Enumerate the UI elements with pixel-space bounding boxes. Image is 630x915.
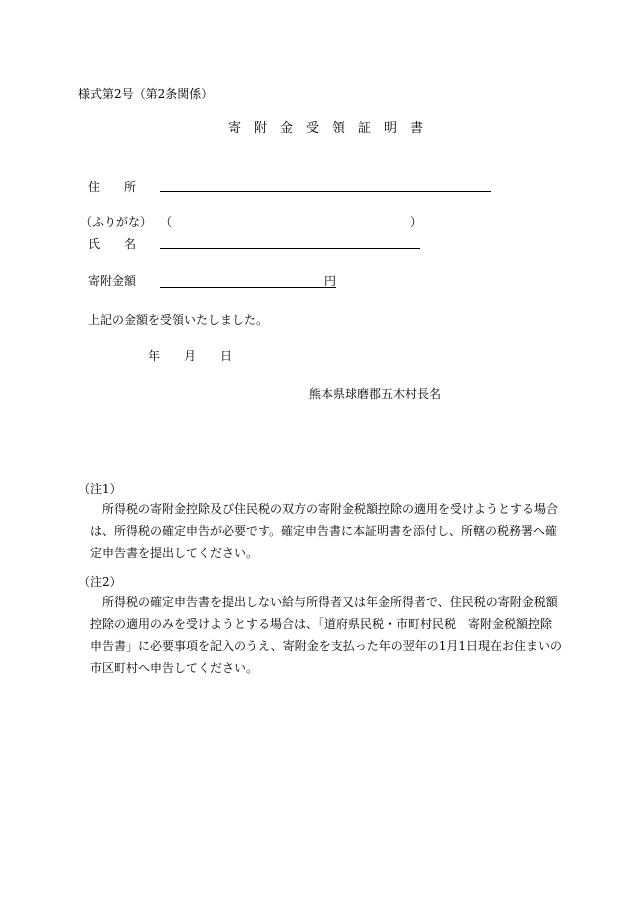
note-1-line: 定申告書を提出してください。	[90, 546, 259, 560]
note-2-line: 市区町村へ申告してください。	[90, 661, 259, 675]
note-2-line: 控除の適用のみを受けようとする場合は、「道府県民税・市町村民税 寄附金税額控除	[90, 617, 553, 631]
note-2-label: （注2）	[78, 575, 122, 589]
furigana-open-paren: （	[160, 215, 173, 229]
note-1-line: は、所得税の確定申告が必要です。確定申告書に本証明書を添付し、所轄の税務署へ確	[90, 524, 558, 538]
note-1-label: （注1）	[78, 482, 122, 496]
furigana-close-paren: ）	[410, 215, 423, 229]
amount-field-line	[160, 287, 336, 288]
amount-unit: 円	[324, 274, 337, 288]
note-2-body	[78, 591, 562, 679]
address-field-line	[160, 191, 491, 192]
note-1-body	[78, 498, 558, 564]
note-2-line: 申告書」に必要事項を記入のうえ、寄附金を支払った年の翌年の1月1日現在お住まいの	[90, 639, 562, 653]
date-year: 年	[148, 349, 161, 363]
date-month: 月	[184, 349, 197, 363]
amount-label: 寄附金額	[88, 274, 137, 288]
name-label: 氏 名	[88, 237, 137, 251]
note-2-line: 所得税の確定申告書を提出しない給与所得者又は年金所得者で、住民税の寄附金税額	[102, 595, 558, 609]
document-title: 寄 附 金 受 領 証 明 書	[228, 121, 424, 136]
address-label: 住 所	[88, 180, 137, 194]
receipt-statement: 上記の金額を受領いたしました。	[88, 313, 269, 327]
form-number: 様式第2号（第2条関係）	[78, 87, 214, 101]
note-1-line: 所得税の寄附金控除及び住民税の双方の寄附金税額控除の適用を受けようとする場合	[102, 502, 559, 516]
date-day: 日	[220, 349, 233, 363]
issuer-name: 熊本県球磨郡五木村長名	[309, 387, 442, 401]
furigana-label: （ふりがな）	[80, 215, 153, 229]
name-field-line	[160, 248, 420, 249]
